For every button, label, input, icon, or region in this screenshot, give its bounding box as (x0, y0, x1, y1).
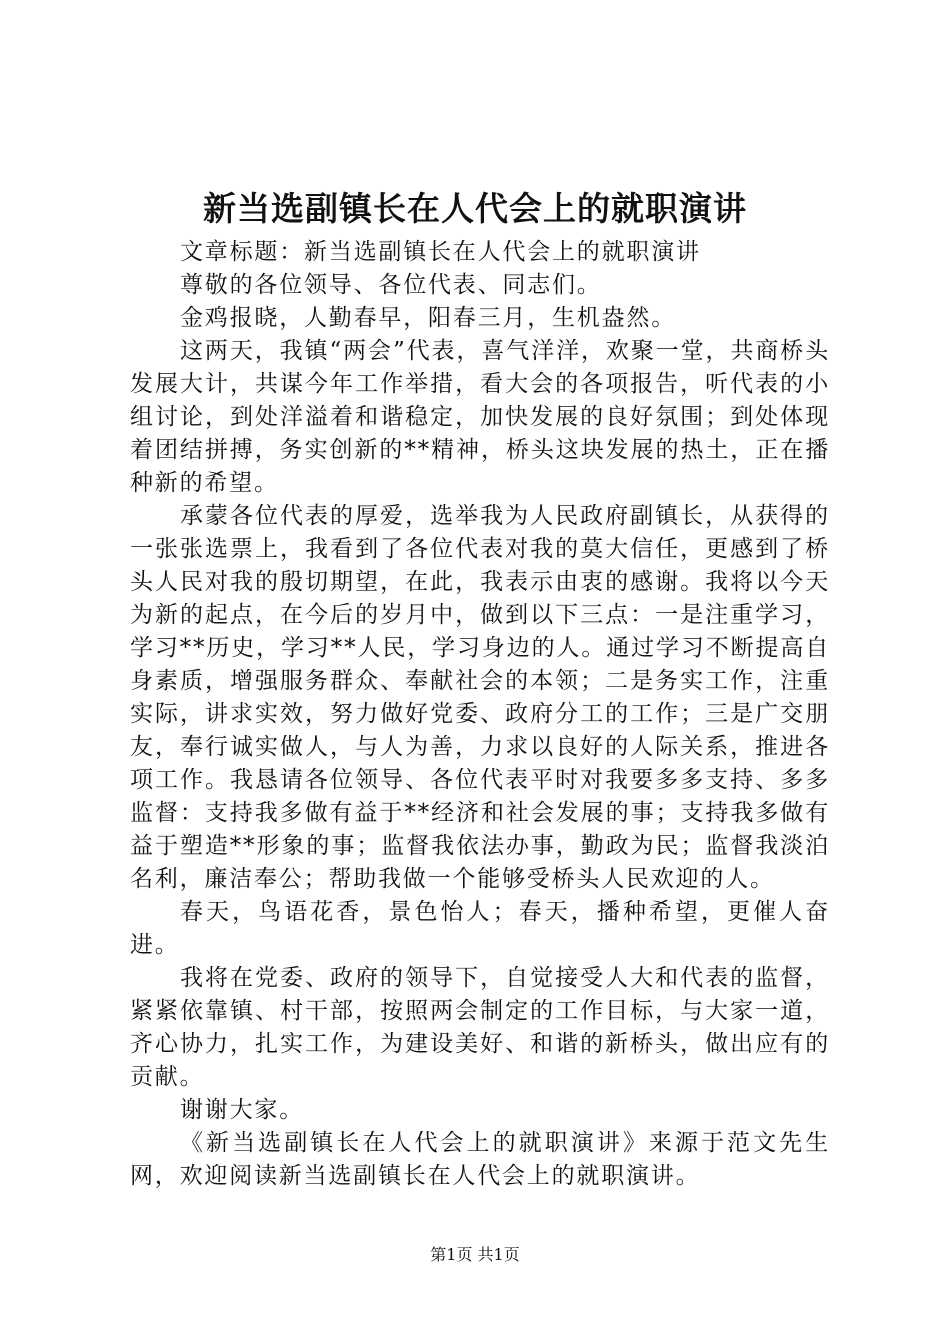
page-footer: 第1页 共1页 (430, 1245, 520, 1264)
document-body (130, 236, 830, 1193)
paragraph-greeting: 尊敬的各位领导、各位代表、同志们。 (180, 272, 602, 298)
paragraph-commitment: 我将在党委、政府的领导下，自觉接受人大和代表的监督，紧紧依靠镇、村干部，按照两会制定的工作目标，与大家一道，齐心协力，扎实工作，为建设美好、和谐的新桥头，做出应有的贡献。 (130, 965, 830, 1090)
paragraph-thanks: 谢谢大家。 (180, 1097, 304, 1123)
paragraph-opening: 金鸡报晓，人勤春早，阳春三月，生机盎然。 (180, 305, 676, 331)
paragraph-spring: 春天，鸟语花香，景色怡人；春天，播种希望，更催人奋进。 (130, 899, 830, 958)
document-title: 新当选副镇长在人代会上的就职演讲 (203, 189, 747, 228)
paragraph-two-sessions: 这两天，我镇“两会”代表，喜气洋洋，欢聚一堂，共商桥头发展大计，共谋今年工作举措，看大会的各项报告，听代表的小组讨论，到处洋溢着和谐稳定，加快发展的良好氛围；到处体现着团结拼搏，务实创新的**精神，桥头这块发展的热土，正在播种新的希望。 (130, 338, 830, 496)
paragraph-pledge: 承蒙各位代表的厚爱，选举我为人民政府副镇长，从获得的一张张选票上，我看到了各位代表对我的莫大信任，更感到了桥头人民对我的殷切期望，在此，我表示由衷的感谢。我将以今天为新的起点，在今后的岁月中，做到以下三点：一是注重学习，学习**历史，学习**人民，学习身边的人。通过学习不断提高自身素质，增强服务群众、奉献社会的本领；二是务实工作，注重实际，讲求实效，努力做好党委、政府分工的工作；三是广交朋友，奉行诚实做人，与人为善，力求以良好的人际关系，推进各项工作。我恳请各位领导、各位代表平时对我要多多支持、多多监督：支持我多做有益于**经济和社会发展的事；支持我多做有益于塑造**形象的事；监督我依法办事，勤政为民；监督我淡泊名利，廉洁奉公；帮助我做一个能够受桥头人民欢迎的人。 (130, 503, 830, 892)
paragraph-article-title: 文章标题：新当选副镇长在人代会上的就职演讲 (180, 239, 701, 265)
paragraph-source-note: 《新当选副镇长在人代会上的就职演讲》来源于范文先生网，欢迎阅读新当选副镇长在人代会上的就职演讲。 (130, 1130, 830, 1189)
